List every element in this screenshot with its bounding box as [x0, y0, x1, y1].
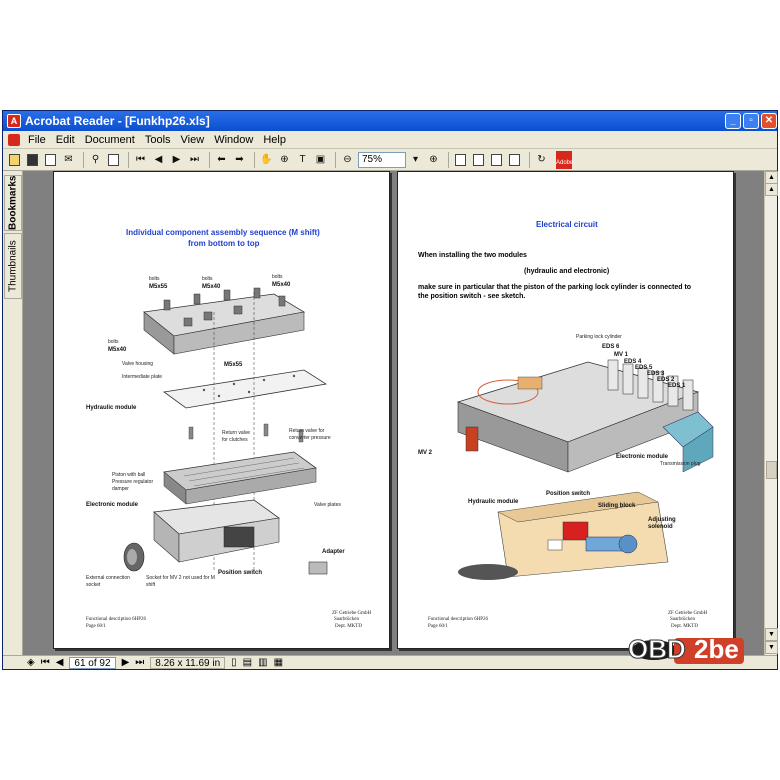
- close-button[interactable]: ✕: [761, 113, 777, 129]
- page-layout-icon[interactable]: [106, 152, 121, 167]
- save-icon[interactable]: [25, 152, 40, 167]
- footer-right-1: ZF Getriebe GmbH: [332, 611, 372, 616]
- fit-width-icon[interactable]: [489, 152, 504, 167]
- menu-tools[interactable]: Tools: [144, 133, 171, 146]
- label-adjusting-2: solenoid: [648, 524, 673, 530]
- label-hydraulic-module-right: Hydraulic module: [468, 499, 519, 505]
- label-parking-lock-cylinder: Parking lock cylinder: [576, 334, 622, 340]
- nav-toggle-icon[interactable]: ◈: [27, 657, 35, 668]
- page-title-right: Electrical circuit: [536, 220, 598, 229]
- label-adapter: Adapter: [322, 549, 345, 555]
- label-return-valve-converter-1: Return valve for: [289, 428, 325, 434]
- label-bolts-4: bolts: [108, 339, 119, 345]
- label-position-switch-left: Position switch: [218, 570, 263, 576]
- label-intermediate-plate: Intermediate plate: [122, 374, 163, 380]
- label-mv1: MV 1: [614, 352, 629, 358]
- next-page-icon[interactable]: ▶: [172, 154, 181, 165]
- label-external-connection-1: External connection: [86, 575, 130, 581]
- adobe-logo: Adobe: [556, 151, 572, 169]
- toolbar-separator: [254, 152, 255, 168]
- label-eds-4: EDS 4: [624, 359, 642, 365]
- label-eds-5: EDS 5: [635, 365, 653, 371]
- paragraph-1: When installing the two modules: [418, 252, 527, 259]
- label-bolts-3: bolts: [272, 274, 283, 280]
- label-m5x40-2: M5x40: [272, 282, 291, 288]
- label-eds-6: EDS 6: [602, 344, 620, 350]
- toolbar-separator: [83, 152, 84, 168]
- label-mv2: MV 2: [418, 450, 433, 456]
- find-icon[interactable]: ⚲: [91, 154, 100, 165]
- prev-page-status-icon[interactable]: ◀: [55, 657, 64, 668]
- previous-page-icon[interactable]: ◀: [154, 154, 163, 165]
- obd2be-watermark: [618, 628, 778, 668]
- toolbar-separator: [335, 152, 336, 168]
- zoom-out-icon[interactable]: ⊖: [343, 154, 352, 165]
- last-page-icon[interactable]: ⏭: [190, 154, 199, 165]
- label-m5x55-2: M5x55: [224, 362, 243, 368]
- zoom-field[interactable]: 75%: [358, 152, 406, 168]
- paragraph-3a: make sure in particular that the piston of the parking lock cylinder is connected to: [418, 284, 692, 291]
- minimize-button[interactable]: _: [725, 113, 741, 129]
- acrobat-app-icon: A: [7, 114, 21, 128]
- snapshot-icon[interactable]: ▣: [315, 154, 326, 165]
- menu-document[interactable]: Document: [84, 133, 135, 146]
- acrobat-window: [2, 110, 778, 670]
- zoom-in-icon[interactable]: ⊕: [429, 154, 438, 165]
- fit-page-icon[interactable]: [471, 152, 486, 167]
- first-page-icon[interactable]: ⏮: [136, 154, 145, 165]
- navigation-pane-tabs: [3, 171, 23, 655]
- page-size-readout: 8.26 x 11.69 in: [150, 657, 225, 669]
- scroll-thumb[interactable]: [766, 461, 777, 479]
- zoom-tool-icon[interactable]: ⊕: [280, 154, 289, 165]
- actual-size-icon[interactable]: [453, 152, 468, 167]
- scroll-up-page-icon[interactable]: ▲: [765, 183, 778, 196]
- label-m5x40-3: M5x40: [108, 347, 127, 353]
- document-menu-icon[interactable]: [8, 134, 20, 146]
- label-piston-ball-1: Piston with ball: [112, 472, 146, 478]
- footer-right-3-right: Dept. MKTD: [671, 624, 698, 629]
- label-bolts-1: bolts: [149, 276, 160, 282]
- label-socket-mv2-1: Socket for MV 2 not used for M: [146, 575, 215, 581]
- menu-bar: [3, 131, 777, 149]
- last-page-status-icon[interactable]: ⏭: [135, 657, 145, 668]
- label-return-valve-1: Return valve: [222, 430, 251, 436]
- next-page-status-icon[interactable]: ▶: [121, 657, 130, 668]
- single-page-icon[interactable]: ▯: [231, 657, 237, 668]
- label-m5x55-1: M5x55: [149, 284, 168, 290]
- menu-file[interactable]: File: [28, 133, 46, 146]
- label-eds-3: EDS 3: [647, 371, 665, 377]
- vertical-scrollbar[interactable]: [764, 171, 777, 655]
- toolbar-separator: [128, 152, 129, 168]
- continuous-facing-icon[interactable]: ▦: [273, 657, 284, 668]
- zoom-dropdown-icon[interactable]: ▾: [412, 154, 419, 165]
- tab-thumbnails[interactable]: Thumbnails: [4, 233, 22, 299]
- scroll-up-icon[interactable]: ▲: [765, 171, 778, 184]
- window-title: Acrobat Reader - [Funkhp26.xls]: [25, 114, 210, 128]
- menu-view[interactable]: View: [180, 133, 205, 146]
- label-piston-ball-3: damper: [112, 486, 129, 492]
- label-valve-housing: Valve housing: [122, 361, 154, 367]
- scroll-down-icon[interactable]: ▼: [765, 641, 778, 654]
- scroll-down-page-icon[interactable]: ▼: [765, 628, 778, 641]
- open-icon[interactable]: [7, 152, 22, 167]
- label-electronic-module-left: Electronic module: [86, 502, 139, 508]
- restore-button[interactable]: ▫: [743, 113, 759, 129]
- label-sliding-block: Sliding block: [598, 503, 636, 509]
- facing-icon[interactable]: ▥: [258, 657, 268, 668]
- go-back-icon[interactable]: ⬅: [217, 154, 226, 165]
- pdf-page-left: [53, 171, 390, 649]
- continuous-icon[interactable]: ▤: [242, 657, 253, 668]
- pdf-page-right: [397, 171, 734, 649]
- label-m5x40-1: M5x40: [202, 284, 221, 290]
- footer-left-2-right: Page 60/1: [428, 624, 448, 629]
- page-number-field[interactable]: 61 of 92: [69, 657, 115, 669]
- label-eds-1: EDS 1: [668, 383, 686, 389]
- go-forward-icon[interactable]: ➡: [235, 154, 244, 165]
- toolbar-separator: [209, 152, 210, 168]
- label-socket-mv2-2: shift: [146, 582, 156, 588]
- label-external-connection-2: socket: [86, 582, 101, 588]
- label-bolts-2: bolts: [202, 276, 213, 282]
- fit-visible-icon[interactable]: [507, 152, 522, 167]
- label-return-valve-2: for clutches: [222, 437, 248, 443]
- tab-bookmarks[interactable]: Bookmarks: [4, 175, 22, 231]
- footer-right-1-right: ZF Getriebe GmbH: [668, 611, 708, 616]
- paragraph-2: (hydraulic and electronic): [524, 268, 610, 275]
- toolbar-separator: [448, 152, 449, 168]
- label-piston-ball-2: Pressure regulator: [112, 479, 154, 485]
- footer-left-1-right: Functional description 6HP26: [428, 617, 488, 622]
- footer-left-2: Page 60/1: [86, 624, 106, 629]
- rotate-icon[interactable]: ↻: [537, 154, 546, 165]
- label-position-switch-right: Position switch: [546, 491, 591, 497]
- watermark-2be: 2be: [694, 634, 739, 664]
- text-select-icon[interactable]: T: [299, 154, 306, 165]
- menu-window[interactable]: Window: [214, 133, 254, 146]
- menu-edit[interactable]: Edit: [55, 133, 75, 146]
- paragraph-3b: the position switch - see sketch.: [418, 293, 526, 300]
- menu-help[interactable]: Help: [263, 133, 286, 146]
- print-icon[interactable]: [43, 152, 58, 167]
- label-eds-2: EDS 2: [657, 377, 675, 383]
- label-valve-plates: Valve plates: [314, 502, 341, 508]
- footer-right-2-right: Saarbrücken: [670, 617, 695, 622]
- page-title-left-1: Individual component assembly sequence (M shift): [126, 228, 320, 237]
- label-transmission-plug: Transmission plug: [660, 461, 701, 467]
- first-page-status-icon[interactable]: ⏮: [40, 657, 50, 668]
- title-bar: [3, 111, 777, 131]
- watermark-obd: OBD: [628, 634, 686, 664]
- label-adjusting-1: Adjusting: [648, 517, 676, 523]
- email-icon[interactable]: ✉: [64, 154, 73, 165]
- footer-right-2: Saarbrücken: [334, 617, 359, 622]
- footer-left-1: Functional description 6HP26: [86, 617, 146, 622]
- label-electronic-module-right: Electronic module: [616, 454, 669, 460]
- hand-tool-icon[interactable]: ✋: [260, 154, 273, 165]
- toolbar-separator: [529, 152, 530, 168]
- page-title-left-2: from bottom to top: [188, 239, 260, 248]
- label-hydraulic-module-left: Hydraulic module: [86, 405, 137, 411]
- footer-right-3: Dept. MKTD: [335, 624, 362, 629]
- toolbar: [3, 149, 777, 171]
- document-area: [23, 171, 764, 655]
- label-return-valve-converter-2: converter pressure: [289, 435, 331, 441]
